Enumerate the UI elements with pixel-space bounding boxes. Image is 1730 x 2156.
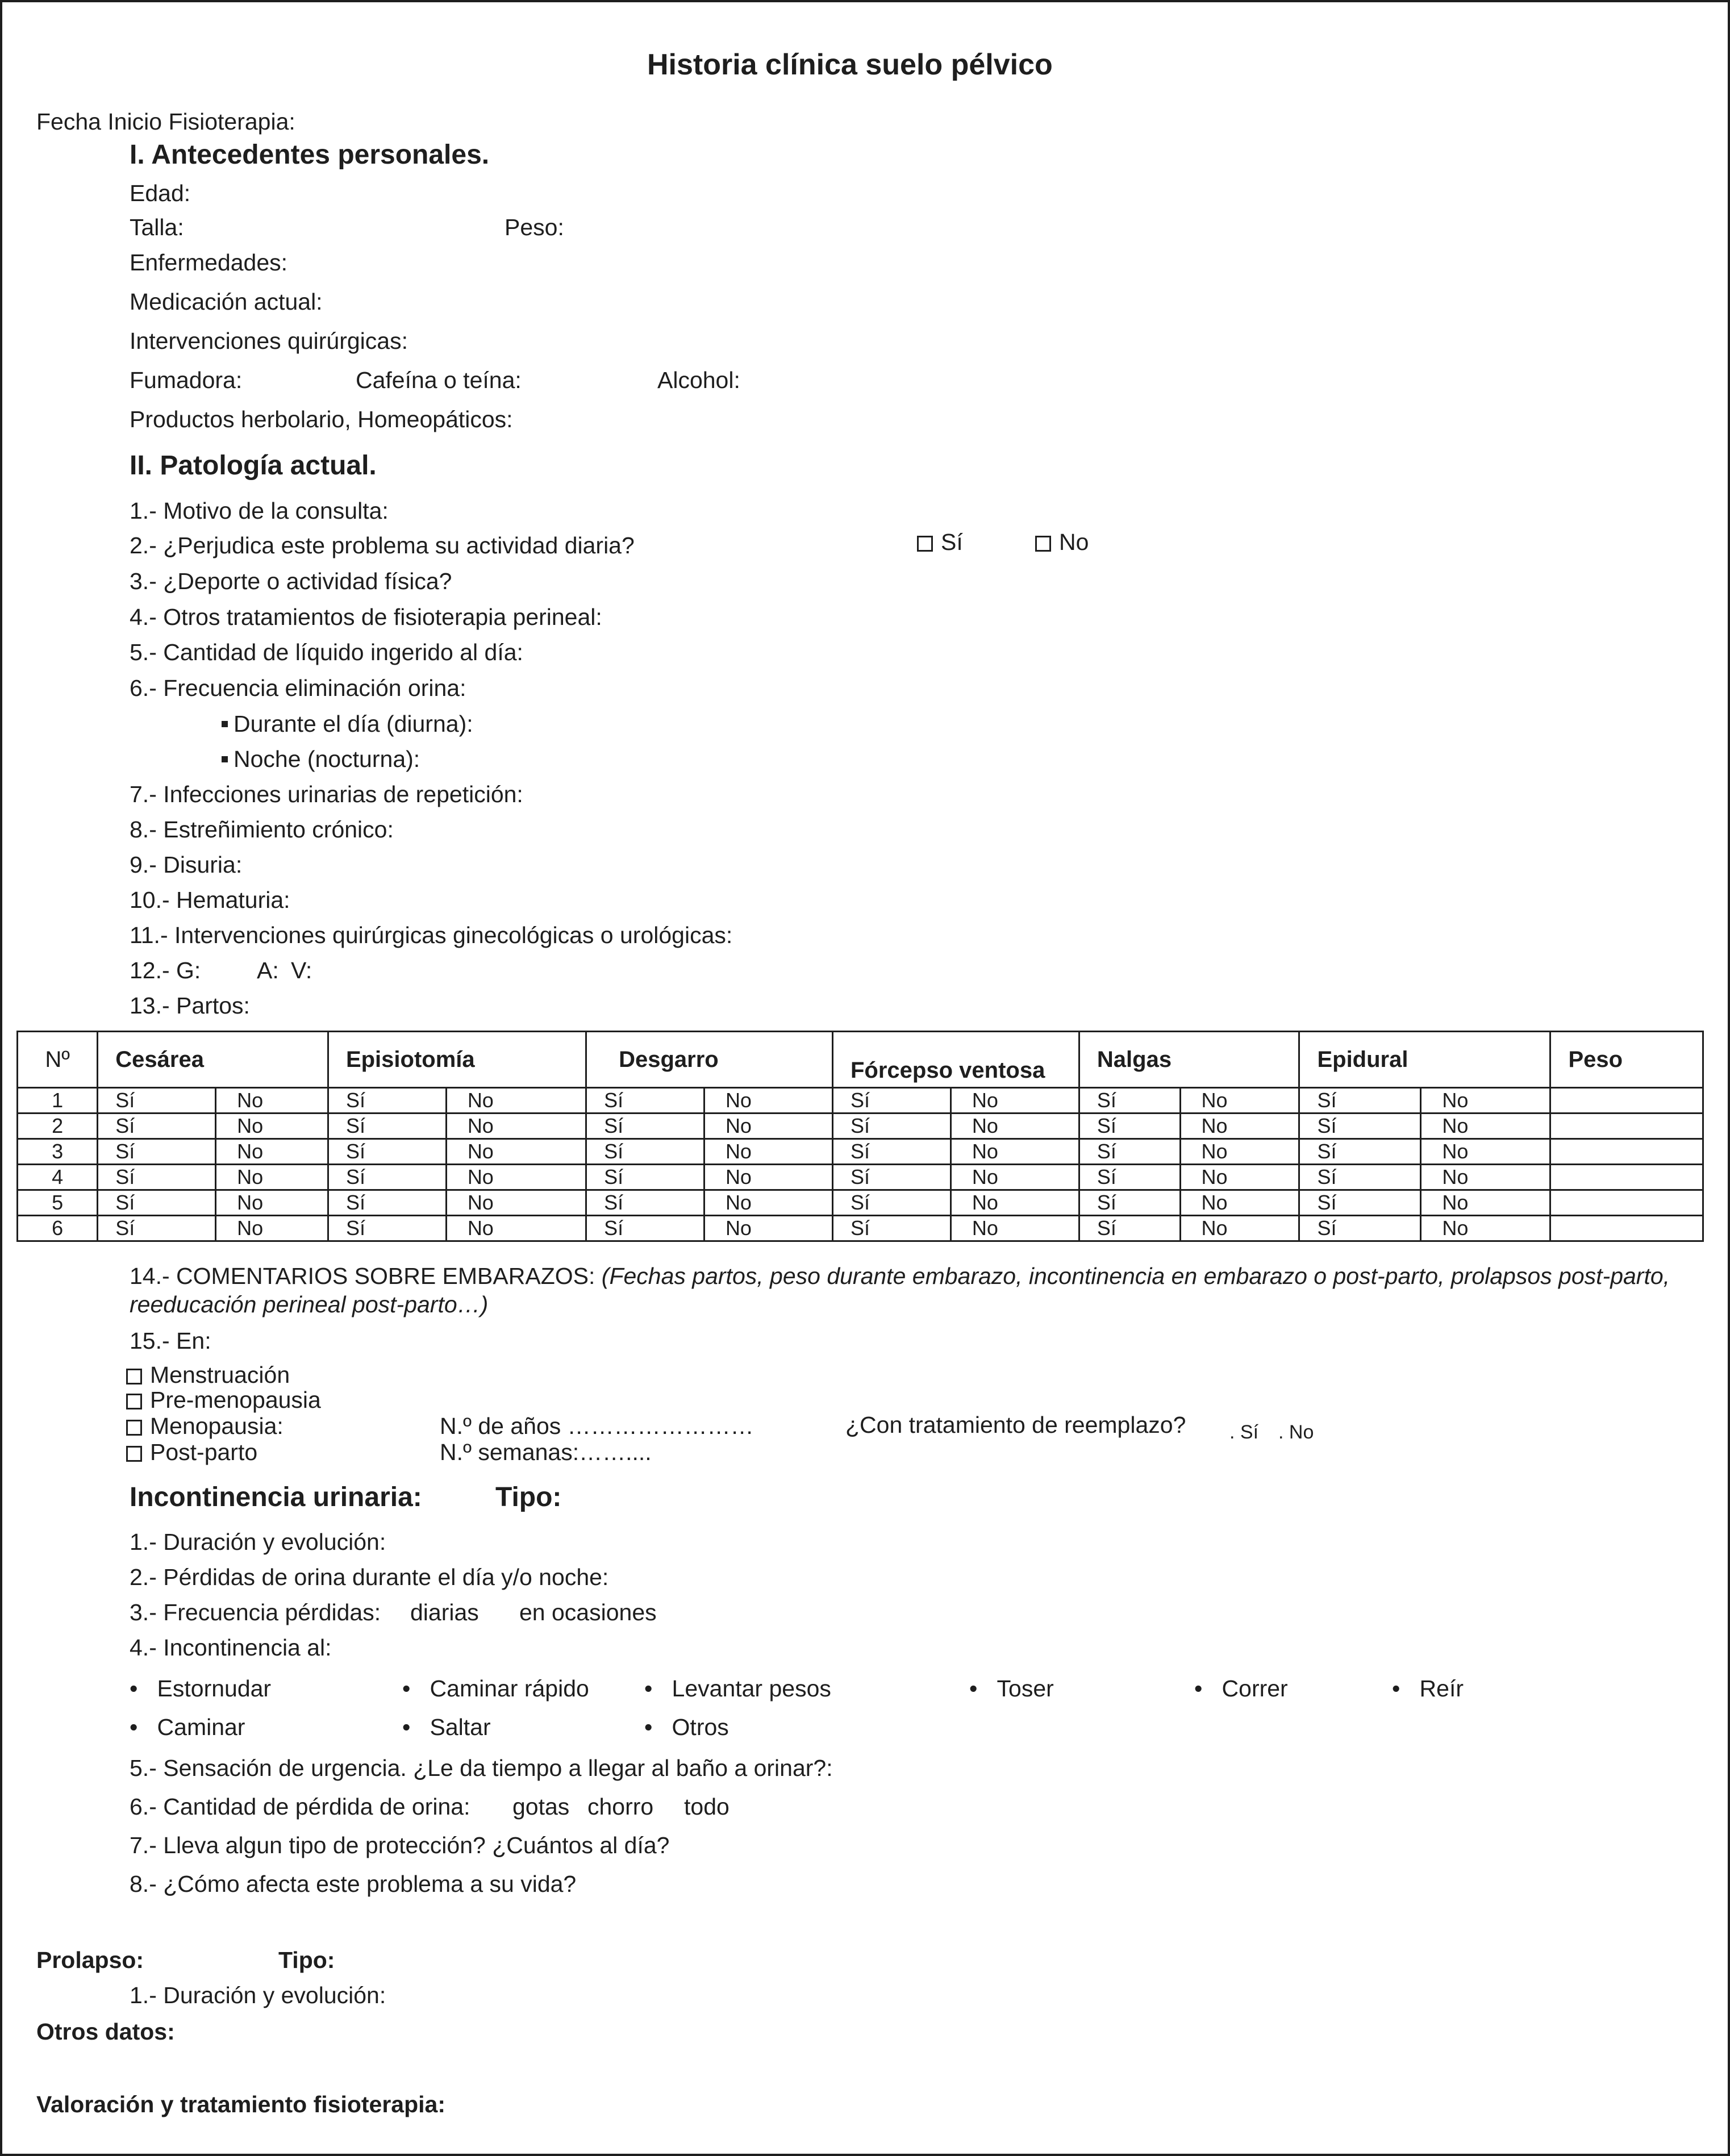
question-3: 3.- ¿Deporte o actividad física? [130, 568, 452, 594]
yes-cell[interactable]: Sí [1079, 1165, 1180, 1190]
no-cell[interactable]: No [1180, 1114, 1299, 1139]
question-7: 7.- Infecciones urinarias de repetición: [130, 781, 523, 807]
question-5: 5.- Cantidad de líquido ingerido al día: [130, 639, 523, 665]
no-cell[interactable]: No [216, 1139, 328, 1165]
prolapse-heading: Prolapso: [36, 1947, 144, 1973]
page-title: Historia clínica suelo pélvico [647, 48, 1053, 81]
weeks-count-label: N.º semanas:…….... [440, 1439, 652, 1465]
yes-cell[interactable]: Sí [1299, 1088, 1421, 1114]
checkbox-icon[interactable] [917, 536, 933, 552]
square-bullet-icon [222, 756, 228, 762]
no-cell[interactable]: No [446, 1216, 586, 1241]
no-cell[interactable]: No [446, 1139, 586, 1165]
age-label: Edad: [130, 180, 191, 206]
square-bullet-icon [222, 721, 228, 727]
smoker-label: Fumadora: [130, 367, 243, 393]
surgeries-label: Intervenciones quirúrgicas: [130, 328, 408, 354]
yes-cell[interactable]: Sí [98, 1165, 216, 1190]
question-2: 2.- ¿Perjudica este problema su actividad diaria? [130, 532, 635, 558]
urinary-incontinence-heading: Incontinencia urinaria: [130, 1482, 422, 1512]
yes-cell[interactable]: Sí [1079, 1190, 1180, 1216]
no-cell[interactable]: No [446, 1114, 586, 1139]
col-nalgas: Nalgas [1079, 1032, 1299, 1088]
weight-cell[interactable] [1550, 1216, 1703, 1241]
yes-cell[interactable]: Sí [832, 1216, 951, 1241]
caffeine-label: Cafeína o teína: [356, 367, 522, 393]
trigger-item: • Levantar pesos [644, 1675, 831, 1702]
no-cell[interactable]: No [1421, 1165, 1550, 1190]
no-cell[interactable]: No [704, 1088, 832, 1114]
no-cell[interactable]: No [216, 1114, 328, 1139]
yes-cell[interactable]: Sí [1299, 1216, 1421, 1241]
incontinence-q8: 8.- ¿Cómo afecta este problema a su vida? [130, 1871, 577, 1897]
yes-cell[interactable]: Sí [1079, 1088, 1180, 1114]
table-header-row [18, 1032, 1703, 1088]
amount-stream: chorro [587, 1794, 654, 1820]
yes-cell[interactable]: Sí [328, 1190, 446, 1216]
yes-cell[interactable]: Sí [98, 1114, 216, 1139]
yes-cell[interactable]: Sí [98, 1190, 216, 1216]
no-cell[interactable]: No [1180, 1216, 1299, 1241]
question-14: 14.- COMENTARIOS SOBRE EMBARAZOS: (Fechas partos, peso durante embarazo, incontinencia en embarazo o post-parto, prolapsos post-parto, [130, 1263, 1670, 1289]
question-12: 12.- G: [130, 957, 201, 983]
row-number: 2 [18, 1114, 98, 1139]
incontinence-q1: 1.- Duración y evolución: [130, 1529, 386, 1555]
checkbox-icon[interactable] [126, 1420, 142, 1436]
no-cell[interactable]: No [1180, 1139, 1299, 1165]
years-count-label: N.º de años …………………… [440, 1413, 754, 1439]
col-cesarea: Cesárea [98, 1032, 328, 1088]
no-cell[interactable]: No [951, 1139, 1079, 1165]
table-row [18, 1088, 1703, 1114]
yes-cell[interactable]: Sí [328, 1216, 446, 1241]
no-cell[interactable]: No [1421, 1139, 1550, 1165]
yes-cell[interactable]: Sí [832, 1165, 951, 1190]
yes-cell[interactable]: Sí [586, 1165, 704, 1190]
yes-cell[interactable]: Sí [1079, 1139, 1180, 1165]
incontinence-q4: 4.- Incontinencia al: [130, 1634, 332, 1661]
frequency-daily: diarias [410, 1599, 479, 1625]
yes-cell[interactable]: Sí [1299, 1139, 1421, 1165]
no-cell[interactable]: No [216, 1088, 328, 1114]
question-6: 6.- Frecuencia eliminación orina: [130, 675, 466, 701]
table-row [18, 1216, 1703, 1241]
question-6-night: Noche (nocturna): [222, 748, 420, 771]
no-cell[interactable]: No [446, 1190, 586, 1216]
yes-cell[interactable]: Sí [832, 1139, 951, 1165]
yes-cell[interactable]: Sí [1299, 1190, 1421, 1216]
yes-cell[interactable]: Sí [586, 1190, 704, 1216]
weight-cell[interactable] [1550, 1165, 1703, 1190]
no-cell[interactable]: No [1180, 1190, 1299, 1216]
no-cell[interactable]: No [1421, 1088, 1550, 1114]
question-14-note: reeducación perineal post-parto…) [130, 1291, 489, 1317]
no-cell[interactable]: No [446, 1088, 586, 1114]
alcohol-label: Alcohol: [657, 367, 740, 393]
herbal-products-label: Productos herbolario, Homeopáticos: [130, 406, 513, 432]
yes-cell[interactable]: Sí [586, 1088, 704, 1114]
yes-cell[interactable]: Sí [832, 1088, 951, 1114]
no-cell[interactable]: No [446, 1165, 586, 1190]
prolapse-q1: 1.- Duración y evolución: [130, 1982, 386, 2008]
other-data-heading: Otros datos: [36, 2019, 175, 2045]
amount-all: todo [684, 1794, 729, 1820]
col-epidural: Epidural [1299, 1032, 1550, 1088]
table-row [18, 1165, 1703, 1190]
incontinence-q5: 5.- Sensación de urgencia. ¿Le da tiempo a llegar al baño a orinar?: [130, 1755, 833, 1781]
weight-cell[interactable] [1550, 1190, 1703, 1216]
no-cell[interactable]: No [216, 1216, 328, 1241]
height-label: Talla: [130, 214, 184, 240]
diseases-label: Enfermedades: [130, 249, 288, 276]
trigger-item: • Estornudar [130, 1675, 272, 1702]
table-row [18, 1114, 1703, 1139]
row-number: 5 [18, 1190, 98, 1216]
yes-cell[interactable]: Sí [1299, 1114, 1421, 1139]
yes-cell[interactable]: Sí [586, 1216, 704, 1241]
table-row [18, 1190, 1703, 1216]
menopausia-option[interactable]: Menopausia: [126, 1415, 284, 1438]
table-row [18, 1139, 1703, 1165]
current-medication-label: Medicación actual: [130, 289, 323, 315]
incontinence-q6: 6.- Cantidad de pérdida de orina: [130, 1794, 470, 1820]
trigger-item: • Caminar [130, 1714, 245, 1740]
question-9: 9.- Disuria: [130, 852, 243, 878]
question-8: 8.- Estreñimiento crónico: [130, 816, 394, 843]
question-12-v: V: [291, 957, 312, 983]
no-cell[interactable]: No [1421, 1216, 1550, 1241]
yes-cell[interactable]: Sí [98, 1088, 216, 1114]
q2-yes-option[interactable]: Sí [917, 531, 963, 554]
yes-cell[interactable]: Sí [586, 1139, 704, 1165]
question-13: 13.- Partos: [130, 992, 250, 1019]
question-1: 1.- Motivo de la consulta: [130, 498, 389, 524]
question-6-day: Durante el día (diurna): [222, 712, 473, 736]
no-cell[interactable]: No [704, 1114, 832, 1139]
weight-cell[interactable] [1550, 1088, 1703, 1114]
question-15: 15.- En: [130, 1328, 211, 1354]
weight-cell[interactable] [1550, 1114, 1703, 1139]
incontinence-q7: 7.- Lleva algun tipo de protección? ¿Cuántos al día? [130, 1832, 670, 1858]
trigger-item: • Toser [969, 1675, 1054, 1702]
yes-cell[interactable]: Sí [328, 1139, 446, 1165]
trigger-item: • Otros [644, 1714, 729, 1740]
no-cell[interactable]: No [704, 1139, 832, 1165]
no-cell[interactable]: No [1180, 1088, 1299, 1114]
replacement-no-option[interactable]: . No [1278, 1421, 1314, 1443]
checkbox-icon[interactable] [126, 1446, 142, 1462]
yes-cell[interactable]: Sí [586, 1114, 704, 1139]
row-number: 4 [18, 1165, 98, 1190]
yes-cell[interactable]: Sí [328, 1165, 446, 1190]
replacement-therapy-question: ¿Con tratamiento de reemplazo? [845, 1412, 1186, 1438]
question-4: 4.- Otros tratamientos de fisioterapia perineal: [130, 604, 602, 630]
section-personal-history-heading: I. Antecedentes personales. [130, 140, 490, 170]
question-10: 10.- Hematuria: [130, 887, 290, 913]
births-table [16, 1031, 1704, 1242]
yes-cell[interactable]: Sí [328, 1114, 446, 1139]
assessment-treatment-heading: Valoración y tratamiento fisioterapia: [36, 2091, 445, 2117]
yes-cell[interactable]: Sí [1079, 1216, 1180, 1241]
replacement-yes-option[interactable]: . Sí [1229, 1421, 1259, 1443]
no-cell[interactable]: No [704, 1216, 832, 1241]
menstruacion-option[interactable]: Menstruación [126, 1363, 290, 1387]
checkbox-icon[interactable] [1035, 536, 1051, 552]
no-cell[interactable]: No [1421, 1114, 1550, 1139]
section-current-pathology-heading: II. Patología actual. [130, 451, 377, 481]
no-cell[interactable]: No [1180, 1165, 1299, 1190]
no-cell[interactable]: No [704, 1190, 832, 1216]
yes-cell[interactable]: Sí [1299, 1165, 1421, 1190]
yes-cell[interactable]: Sí [832, 1114, 951, 1139]
no-cell[interactable]: No [951, 1190, 1079, 1216]
yes-cell[interactable]: Sí [1079, 1114, 1180, 1139]
prolapse-type: Tipo: [278, 1947, 335, 1973]
yes-cell[interactable]: Sí [832, 1190, 951, 1216]
col-number: Nº [18, 1032, 98, 1088]
trigger-item: • Correr [1194, 1675, 1288, 1702]
premenopausia-option[interactable]: Pre-menopausia [126, 1388, 321, 1412]
yes-cell[interactable]: Sí [98, 1139, 216, 1165]
no-cell[interactable]: No [951, 1165, 1079, 1190]
postparto-option[interactable]: Post-parto [126, 1441, 257, 1464]
row-number: 3 [18, 1139, 98, 1165]
weight-cell[interactable] [1550, 1139, 1703, 1165]
weight-label: Peso: [505, 214, 564, 240]
amount-drops: gotas [512, 1794, 570, 1820]
no-cell[interactable]: No [704, 1165, 832, 1190]
no-cell[interactable]: No [951, 1088, 1079, 1114]
question-11: 11.- Intervenciones quirúrgicas ginecológicas o urológicas: [130, 922, 733, 948]
row-number: 1 [18, 1088, 98, 1114]
yes-cell[interactable]: Sí [328, 1088, 446, 1114]
checkbox-icon[interactable] [126, 1394, 142, 1409]
frequency-occasional: en ocasiones [519, 1599, 657, 1625]
col-forceps: Fórcepso ventosa [832, 1032, 1079, 1088]
no-cell[interactable]: No [951, 1114, 1079, 1139]
urinary-incontinence-type: Tipo: [495, 1482, 562, 1512]
checkbox-icon[interactable] [126, 1369, 142, 1384]
trigger-item: • Saltar [402, 1714, 491, 1740]
incontinence-q3: 3.- Frecuencia pérdidas: [130, 1599, 381, 1625]
no-cell[interactable]: No [951, 1216, 1079, 1241]
incontinence-q2: 2.- Pérdidas de orina durante el día y/o noche: [130, 1564, 609, 1590]
yes-cell[interactable]: Sí [98, 1216, 216, 1241]
no-cell[interactable]: No [216, 1165, 328, 1190]
start-date-label: Fecha Inicio Fisioterapia: [36, 109, 295, 135]
trigger-item: • Caminar rápido [402, 1675, 589, 1702]
col-episiotomia: Episiotomía [328, 1032, 586, 1088]
no-cell[interactable]: No [216, 1190, 328, 1216]
question-12-a: A: [257, 957, 279, 983]
q2-no-option[interactable]: No [1035, 531, 1089, 554]
no-cell[interactable]: No [1421, 1190, 1550, 1216]
col-desgarro: Desgarro [586, 1032, 833, 1088]
col-peso: Peso [1550, 1032, 1703, 1088]
trigger-item: • Reír [1392, 1675, 1464, 1702]
row-number: 6 [18, 1216, 98, 1241]
